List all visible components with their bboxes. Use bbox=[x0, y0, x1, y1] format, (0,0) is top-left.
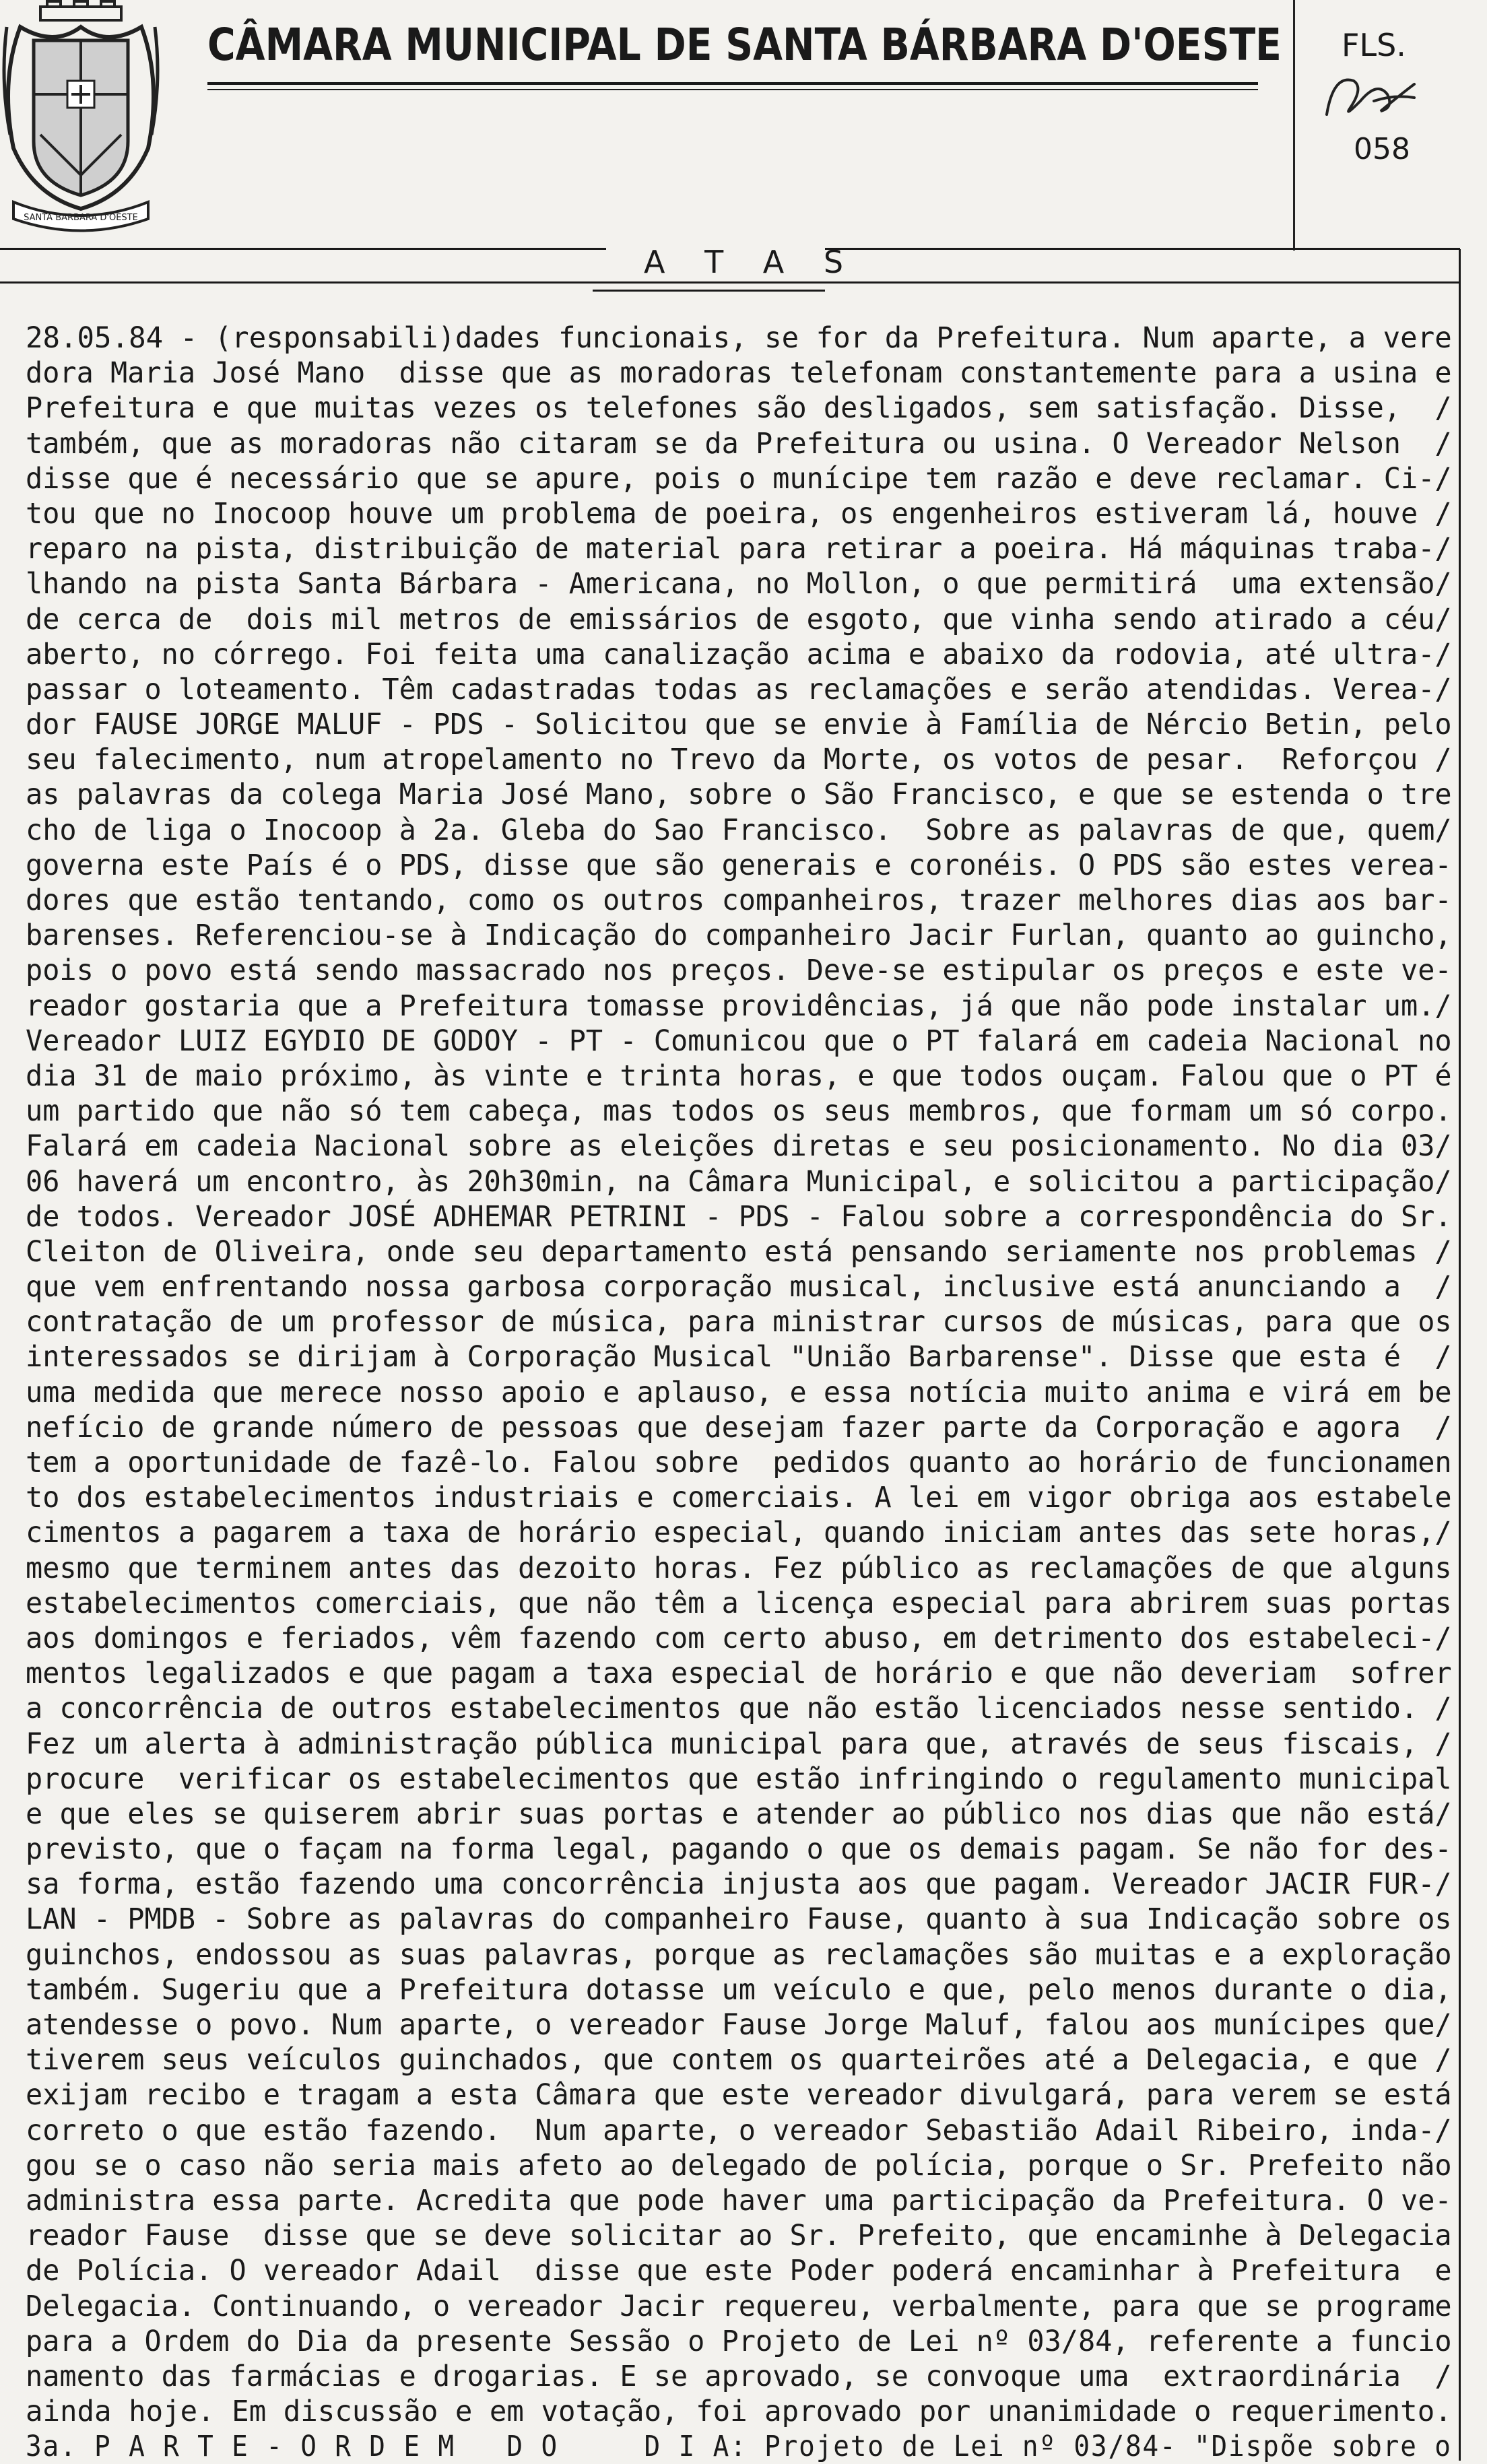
text-line: administra essa parte. Acredita que pode haver uma participação da Prefeitura. O ve- bbox=[26, 2183, 1452, 2218]
text-line: dor FAUSE JORGE MALUF - PDS - Solicitou que se envie à Família de Nércio Betin, pelo bbox=[26, 708, 1452, 742]
text-line: interessados se dirijam à Corporação Musical "União Barbarense". Disse que esta é / bbox=[26, 1340, 1452, 1374]
text-line: Delegacia. Continuando, o vereador Jacir requereu, verbalmente, para que se programe bbox=[26, 2289, 1452, 2323]
frame-top-rule bbox=[0, 281, 1460, 284]
text-line: também, que as moradoras não citaram se da Prefeitura ou usina. O Vereador Nelson / bbox=[26, 426, 1452, 461]
text-line: tiverem seus veículos guinchados, que contem os quarteirões até a Delegacia, e que / bbox=[26, 2043, 1452, 2077]
text-line: uma medida que merece nosso apoio e aplauso, e essa notícia muito anima e virá em be bbox=[26, 1375, 1452, 1409]
text-line: ainda hoje. Em discussão e em votação, foi aprovado por unanimidade o requerimento. bbox=[26, 2395, 1452, 2429]
text-line: disse que é necessário que se apure, pois o munícipe tem razão e deve reclamar. Ci-/ bbox=[26, 461, 1452, 496]
section-rule-right bbox=[825, 248, 1460, 250]
text-line: Cleiton de Oliveira, onde seu departamento está pensando seriamente nos problemas / bbox=[26, 1234, 1452, 1269]
text-line: um partido que não só tem cabeça, mas todos os seus membros, que formam um só corpo. bbox=[26, 1094, 1452, 1129]
section-title-underline bbox=[593, 290, 825, 292]
text-line: exijam recibo e tragam a esta Câmara que este vereador divulgará, para verem se está bbox=[26, 2078, 1452, 2112]
text-line: dia 31 de maio próximo, às vinte e trinta horas, e que todos ouçam. Falou que o PT é bbox=[26, 1059, 1452, 1093]
text-line: e que eles se quiserem abrir suas portas e atender ao público nos dias que não está/ bbox=[26, 1797, 1452, 1831]
page-title: CÂMARA MUNICIPAL DE SANTA BÁRBARA D'OESTE bbox=[207, 19, 1282, 71]
text-line: Prefeitura e que muitas vezes os telefones são desligados, sem satisfação. Disse, / bbox=[26, 391, 1452, 426]
text-line: correto o que estão fazendo. Num aparte, o vereador Sebastião Adail Ribeiro, inda-/ bbox=[26, 2113, 1452, 2147]
text-line: de todos. Vereador JOSÉ ADHEMAR PETRINI - PDS - Falou sobre a correspondência do Sr. bbox=[26, 1199, 1452, 1234]
municipal-coat-of-arms bbox=[0, 0, 162, 236]
text-line: de cerca de dois mil metros de emissários de esgoto, que vinha sendo atirado a céu/ bbox=[26, 602, 1452, 636]
text-line: aos domingos e feriados, vêm fazendo com certo abuso, em detrimento dos estabeleci-/ bbox=[26, 1621, 1452, 1655]
text-line: to dos estabelecimentos industriais e comerciais. A lei em vigor obriga aos estabele bbox=[26, 1481, 1452, 1515]
section-rule-left bbox=[0, 248, 606, 250]
text-line: reparo na pista, distribuição de material para retirar a poeira. Há máquinas traba-/ bbox=[26, 532, 1452, 566]
text-line: 28.05.84 - (responsabili)dades funcionais, se for da Prefeitura. Num aparte, a vere bbox=[26, 321, 1452, 355]
text-line: estabelecimentos comerciais, que não têm a licença especial para abrirem suas portas bbox=[26, 1586, 1452, 1620]
minutes-body-text bbox=[26, 321, 1453, 2464]
text-line: procure verificar os estabelecimentos que estão infringindo o regulamento municipal bbox=[26, 1762, 1452, 1796]
text-line: dores que estão tentando, como os outros companheiros, trazer melhores dias aos bar- bbox=[26, 884, 1452, 917]
text-line: aberto, no córrego. Foi feita uma canalização acima e abaixo da rodovia, até ultra-/ bbox=[26, 637, 1452, 671]
text-line: nefício de grande número de pessoas que desejam fazer parte da Corporação e agora / bbox=[26, 1410, 1452, 1444]
text-line: lhando na pista Santa Bárbara - Americana, no Mollon, o que permitirá uma extensão/ bbox=[26, 567, 1452, 601]
section-title: A T A S bbox=[644, 244, 859, 280]
text-line: também. Sugeriu que a Prefeitura dotasse um veículo e que, pelo menos durante o dia, bbox=[26, 1972, 1452, 2007]
text-line: passar o loteamento. Têm cadastradas todas as reclamações e serão atendidas. Verea-/ bbox=[26, 672, 1452, 706]
text-line: dora Maria José Mano disse que as moradoras telefonam constantemente para a usina e bbox=[26, 356, 1452, 391]
frame-right-rule bbox=[1459, 249, 1461, 2461]
text-line: cho de liga o Inocoop à 2a. Gleba do Sao Francisco. Sobre as palavras de que, quem/ bbox=[26, 813, 1452, 847]
header-divider bbox=[1293, 0, 1295, 251]
title-underline-thin bbox=[207, 89, 1258, 90]
text-line: previsto, que o façam na forma legal, pagando o que os demais pagam. Se não for des- bbox=[26, 1832, 1452, 1867]
text-line: tou que no Inocoop houve um problema de poeira, os engenheiros estiveram lá, houve / bbox=[26, 496, 1452, 531]
text-line: guinchos, endossou as suas palavras, porque as reclamações são muitas e a exploração bbox=[26, 1937, 1452, 1972]
handwritten-signature bbox=[1313, 54, 1428, 135]
text-line: a concorrência de outros estabelecimentos que não estão licenciados nesse sentido. / bbox=[26, 1692, 1452, 1726]
text-line: namento das farmácias e drogarias. E se aprovado, se convoque uma extraordinária / bbox=[26, 2359, 1452, 2393]
text-line: de Polícia. O vereador Adail disse que este Poder poderá encaminhar à Prefeitura e bbox=[26, 2254, 1452, 2288]
text-line: sa forma, estão fazendo uma concorrência injusta aos que pagam. Vereador JACIR FUR-/ bbox=[26, 1867, 1452, 1902]
text-line: que vem enfrentando nossa garbosa corporação musical, inclusive está anunciando a / bbox=[26, 1270, 1452, 1304]
text-line: reador gostaria que a Prefeitura tomasse providências, já que não pode instalar um./ bbox=[26, 989, 1452, 1023]
text-line: reador Fause disse que se deve solicitar ao Sr. Prefeito, que encaminhe à Delegacia bbox=[26, 2219, 1452, 2253]
text-line: tem a oportunidade de fazê-lo. Falou sobre pedidos quanto ao horário de funcionamen bbox=[26, 1446, 1452, 1479]
text-line: pois o povo está sendo massacrado nos preços. Deve-se estipular os preços e este ve- bbox=[26, 954, 1452, 988]
fls-label: FLS. bbox=[1342, 27, 1406, 63]
text-line: gou se o caso não seria mais afeto ao delegado de polícia, porque o Sr. Prefeito não bbox=[26, 2148, 1452, 2183]
text-line: seu falecimento, num atropelamento no Trevo da Morte, os votos de pesar. Reforçou / bbox=[26, 743, 1452, 777]
text-line: Vereador LUIZ EGYDIO DE GODOY - PT - Comunicou que o PT falará em cadeia Nacional no bbox=[26, 1024, 1452, 1058]
text-line: 06 haverá um encontro, às 20h30min, na Câmara Municipal, e solicitou a participação/ bbox=[26, 1164, 1452, 1199]
text-line: Fez um alerta à administração pública municipal para que, através de seus fiscais, / bbox=[26, 1727, 1452, 1761]
text-line: cimentos a pagarem a taxa de horário especial, quando iniciam antes das sete horas,/ bbox=[26, 1516, 1452, 1550]
text-line: as palavras da colega Maria José Mano, sobre o São Francisco, e que se estenda o tre bbox=[26, 778, 1452, 812]
text-line: para a Ordem do Dia da presente Sessão o Projeto de Lei nº 03/84, referente a funcio bbox=[26, 2324, 1452, 2358]
text-line: governa este País é o PDS, disse que são generais e coronéis. O PDS são estes verea- bbox=[26, 848, 1452, 882]
text-line: atendesse o povo. Num aparte, o vereador Fause Jorge Maluf, falou aos munícipes que/ bbox=[26, 2008, 1452, 2042]
crest-band-text: SANTA BARBARA D'OESTE bbox=[24, 213, 138, 223]
text-line: 3a. P A R T E - O R D E M D O D I A: Projeto de Lei nº 03/84- "Dispõe sobre o bbox=[26, 2430, 1452, 2464]
title-underline bbox=[207, 82, 1258, 85]
text-line: barenses. Referenciou-se à Indicação do companheiro Jacir Furlan, quanto ao guincho, bbox=[26, 919, 1452, 953]
text-line: Falará em cadeia Nacional sobre as eleições diretas e seu posicionamento. No dia 03/ bbox=[26, 1129, 1452, 1164]
page-number: 058 bbox=[1354, 132, 1410, 166]
text-line: mentos legalizados e que pagam a taxa especial de horário e que não deveriam sofrer bbox=[26, 1657, 1452, 1691]
text-line: mesmo que terminem antes das dezoito horas. Fez público as reclamações de que alguns bbox=[26, 1551, 1452, 1585]
page-header bbox=[0, 0, 1487, 256]
text-line: contratação de um professor de música, para ministrar cursos de músicas, para que os bbox=[26, 1305, 1452, 1339]
text-line: LAN - PMDB - Sobre as palavras do companheiro Fause, quanto à sua Indicação sobre os bbox=[26, 1902, 1452, 1937]
